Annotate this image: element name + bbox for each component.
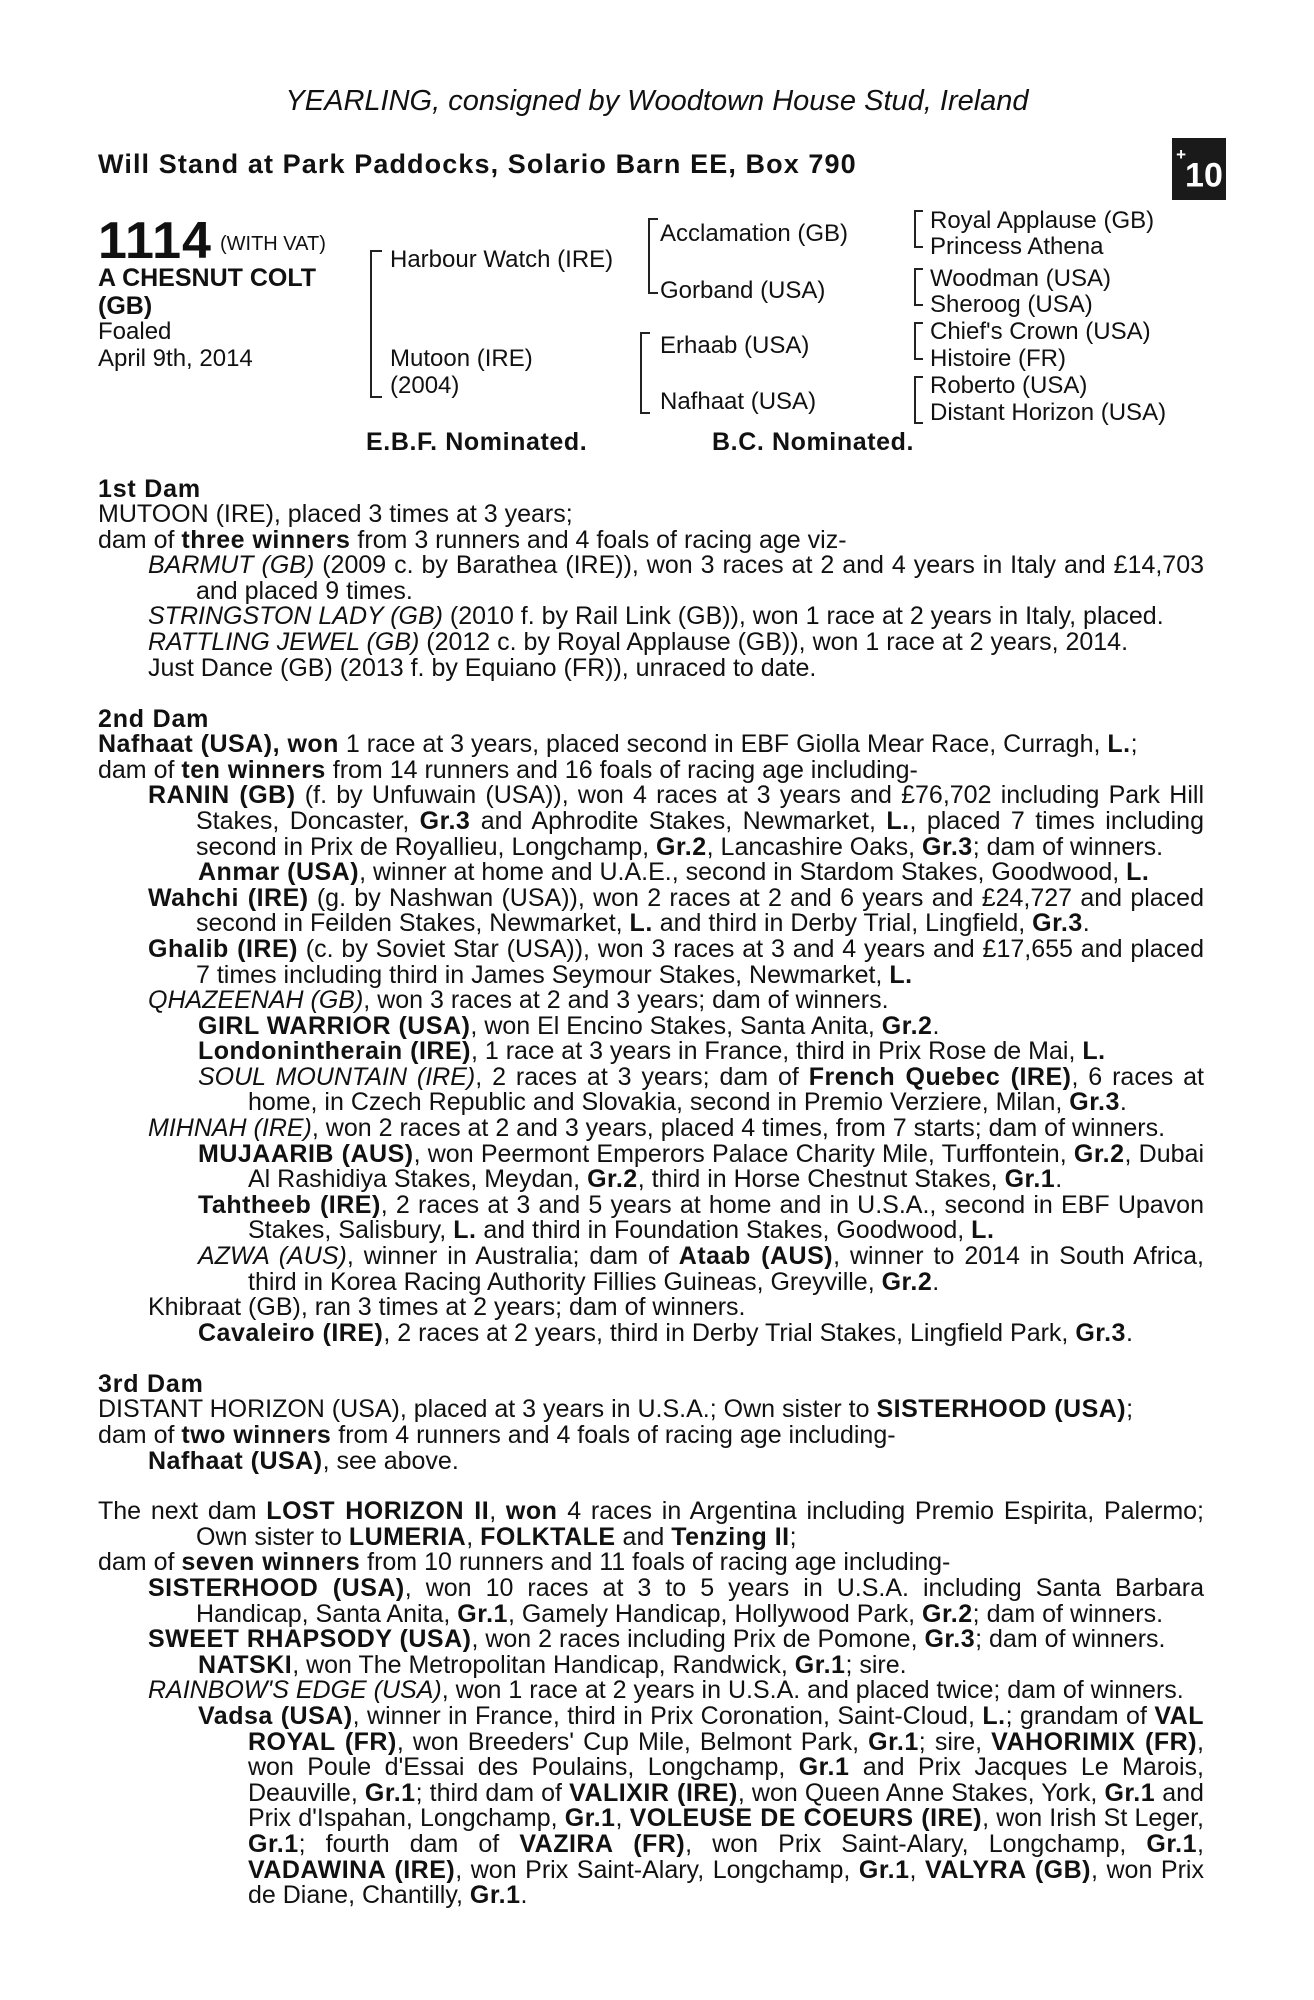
bc-nominated: B.C. Nominated. bbox=[712, 428, 915, 456]
ebf-nominated: E.B.F. Nominated. bbox=[366, 428, 588, 456]
second-dam-paragraph: Anmar (USA), winner at home and U.A.E., second in Stardom Stakes, Goodwood, L. bbox=[198, 858, 1150, 887]
ggp-5: Chief's Crown (USA) bbox=[930, 318, 1151, 345]
second-dam-paragraph: Khibraat (GB), ran 3 times at 2 years; dam of winners. bbox=[148, 1293, 746, 1322]
stand-location: Will Stand at Park Paddocks, Solario Barn EE, Box 790 bbox=[98, 149, 857, 179]
foaled-info bbox=[98, 318, 253, 372]
first-dam-paragraph: dam of three winners from 3 runners and 4 foals of racing age viz- bbox=[98, 525, 847, 554]
lot-description-line2: (GB) bbox=[98, 292, 153, 320]
lot-description-line1: A CHESNUT COLT bbox=[98, 264, 317, 292]
first-dam-paragraph: STRINGSTON LADY (GB) (2010 f. by Rail Link (GB)), won 1 race at 2 years in Italy, placed. bbox=[148, 602, 1164, 631]
pedigree-brace-sire bbox=[648, 218, 658, 294]
ggp-8: Distant Horizon (USA) bbox=[930, 399, 1167, 426]
second-dam-paragraph: SOUL MOUNTAIN (IRE), 2 races at 3 years; dam of French Quebec (IRE), 6 races at home, in Czech Republic and Slovakia, second in Premio Verziere, Milan, Gr.3. bbox=[198, 1062, 1204, 1117]
first-dam-heading: 1st Dam bbox=[98, 475, 201, 503]
next-dam-section bbox=[98, 1499, 1204, 1909]
next-dam-paragraph: SWEET RHAPSODY (USA), won 2 races including Prix de Pomone, Gr.3; dam of winners. bbox=[148, 1625, 1166, 1654]
ggp-7: Roberto (USA) bbox=[930, 372, 1088, 399]
next-dam-paragraph: Vadsa (USA), winner in France, third in Prix Coronation, Saint-Cloud, L.; grandam of VAL ROYAL (FR), won Breeders' Cup Mile, Belmont Park, Gr.1; sire, VAHORIMIX (FR), won Poule d'Essai des Poulains, Longchamp, Gr.1 and Prix Jacques Le Marois, Deauville, Gr.1; third dam of VALIXIR (IRE), won Queen Anne Stakes, York, Gr.1 and Prix d'Ispahan, Longchamp, Gr.1, VOLEUSE DE COEURS (IRE), won Irish St Leger, Gr.1; fourth dam of VAZIRA (FR), won Prix Saint-Alary, Longchamp, Gr.1, VADAWINA (IRE), won Prix Saint-Alary, Longchamp, Gr.1, VALYRA (GB), won Prix de Diane, Chantilly, Gr.1. bbox=[198, 1701, 1204, 1910]
second-dam-paragraph: Ghalib (IRE) (c. by Soviet Star (USA)), won 3 races at 3 and 4 years and £17,655 and placed 7 times including third in James Seymour Stakes, Newmarket, L. bbox=[148, 934, 1204, 989]
dam-name-line2: (2004) bbox=[390, 372, 460, 399]
pedigree-brace-main bbox=[370, 250, 382, 398]
first-dam-section bbox=[98, 476, 1204, 681]
first-dam-paragraph: Just Dance (GB) (2013 f. by Equiano (FR)), unraced to date. bbox=[148, 653, 817, 682]
pedigree-brace-ggp4 bbox=[914, 376, 923, 424]
second-dam-paragraph: QHAZEENAH (GB), won 3 races at 2 and 3 years; dam of winners. bbox=[148, 986, 889, 1015]
second-dam-paragraph: Cavaleiro (IRE), 2 races at 2 years, third in Derby Trial Stakes, Lingfield Park, Gr.3. bbox=[198, 1318, 1133, 1347]
third-dam-paragraph: Nafhaat (USA), see above. bbox=[148, 1446, 459, 1475]
ggp-2: Princess Athena bbox=[930, 233, 1104, 260]
first-dam-paragraph: RATTLING JEWEL (GB) (2012 c. by Royal Applause (GB)), won 1 race at 2 years, 2014. bbox=[148, 627, 1129, 656]
pedigree-brace-ggp3 bbox=[914, 322, 923, 360]
third-dam-section bbox=[98, 1371, 1204, 1474]
second-dam-paragraph: dam of ten winners from 14 runners and 16 foals of racing age including- bbox=[98, 755, 918, 784]
second-dam-heading: 2nd Dam bbox=[98, 705, 210, 734]
next-dam-paragraph: dam of seven winners from 10 runners and 11 foals of racing age including- bbox=[98, 1548, 951, 1577]
lot-number: 1114 bbox=[98, 212, 212, 270]
first-dam-body bbox=[98, 502, 1204, 681]
first-dam-paragraph: BARMUT (GB) (2009 c. by Barathea (IRE)), won 3 races at 2 and 4 years in Italy and £14,703 and placed 9 times. bbox=[148, 551, 1204, 605]
ggp-3: Woodman (USA) bbox=[930, 265, 1111, 292]
next-dam-paragraph: The next dam LOST HORIZON II, won 4 races in Argentina including Premio Espirita, Palermo; Own sister to LUMERIA, FOLKTALE and Tenzing II; bbox=[98, 1497, 1204, 1551]
ggp-6: Histoire (FR) bbox=[930, 345, 1066, 372]
second-dam-body bbox=[98, 732, 1204, 1346]
sire-name: Harbour Watch (IRE) bbox=[390, 246, 614, 273]
ggp-4: Sheroog (USA) bbox=[930, 291, 1093, 318]
dam-dam: Nafhaat (USA) bbox=[660, 388, 817, 415]
dam-sire: Erhaab (USA) bbox=[660, 332, 810, 359]
second-dam-paragraph: Wahchi (IRE) (g. by Nashwan (USA)), won 2 races at 2 and 6 years and £24,727 and placed second in Feilden Stakes, Newmarket, L. and third in Derby Trial, Lingfield, Gr.3. bbox=[148, 883, 1204, 938]
foaled-date: April 9th, 2014 bbox=[98, 345, 253, 372]
foaled-label: Foaled bbox=[98, 318, 172, 345]
badge-number: 10 bbox=[1185, 156, 1223, 195]
dam-name-line1: Mutoon (IRE) bbox=[390, 345, 533, 372]
ggp-1: Royal Applause (GB) bbox=[930, 207, 1155, 234]
second-dam-paragraph: Tahtheeb (IRE), 2 races at 3 and 5 years at home and in U.S.A., second in EBF Upavon Stakes, Salisbury, L. and third in Foundation Stakes, Goodwood, L. bbox=[198, 1190, 1204, 1245]
second-dam-paragraph: RANIN (GB) (f. by Unfuwain (USA)), won 4 races at 3 years and £76,702 including Park Hill Stakes, Doncaster, Gr.3 and Aphrodite Stakes, Newmarket, L., placed 7 times including second in Prix de Royallieu, Longchamp, Gr.2, Lancashire Oaks, Gr.3; dam of winners. bbox=[148, 781, 1204, 861]
pedigree-brace-ggp2 bbox=[914, 268, 923, 306]
third-dam-paragraph: DISTANT HORIZON (USA), placed at 3 years in U.S.A.; Own sister to SISTERHOOD (USA); bbox=[98, 1395, 1134, 1424]
third-dam-heading: 3rd Dam bbox=[98, 1370, 204, 1399]
second-dam-paragraph: Nafhaat (USA), won 1 race at 3 years, placed second in EBF Giolla Mear Race, Curragh, L.; bbox=[98, 730, 1138, 759]
second-dam-paragraph: GIRL WARRIOR (USA), won El Encino Stakes, Santa Anita, Gr.2. bbox=[198, 1011, 940, 1040]
page-title: YEARLING, consigned by Woodtown House Stud, Ireland bbox=[285, 85, 1029, 117]
second-dam-paragraph: MIHNAH (IRE), won 2 races at 2 and 3 years, placed 4 times, from 7 starts; dam of winners. bbox=[148, 1114, 1166, 1143]
pedigree-brace-dam bbox=[640, 332, 650, 414]
lot-vat: (WITH VAT) bbox=[220, 233, 326, 255]
lot-description bbox=[98, 264, 358, 320]
next-dam-body bbox=[98, 1499, 1204, 1909]
second-dam-paragraph: AZWA (AUS), winner in Australia; dam of Ataab (AUS), winner to 2014 in South Africa, third in Korea Racing Authority Fillies Guineas, Greyville, Gr.2. bbox=[198, 1242, 1204, 1296]
second-dam-paragraph: MUJAARIB (AUS), won Peermont Emperors Palace Charity Mile, Turffontein, Gr.2, Dubai Al Rashidiya Stakes, Meydan, Gr.2, third in Horse Chestnut Stakes, Gr.1. bbox=[198, 1139, 1205, 1194]
next-dam-paragraph: SISTERHOOD (USA), won 10 races at 3 to 5 years in U.S.A. including Santa Barbara Handicap, Santa Anita, Gr.1, Gamely Handicap, Hollywood Park, Gr.2; dam of winners. bbox=[148, 1573, 1204, 1628]
badge-sup: + bbox=[1176, 145, 1187, 164]
pedigree-brace-ggp1 bbox=[914, 210, 923, 248]
second-dam-paragraph: Londonintherain (IRE), 1 race at 3 years in France, third in Prix Rose de Mai, L. bbox=[198, 1037, 1106, 1066]
next-dam-paragraph: NATSKI, won The Metropolitan Handicap, Randwick, Gr.1; sire. bbox=[198, 1650, 907, 1679]
third-dam-body bbox=[98, 1397, 1204, 1474]
third-dam-paragraph: dam of two winners from 4 runners and 4 foals of racing age including- bbox=[98, 1421, 896, 1449]
sire-sire: Acclamation (GB) bbox=[660, 220, 849, 247]
second-dam-section bbox=[98, 706, 1204, 1346]
first-dam-paragraph: MUTOON (IRE), placed 3 times at 3 years; bbox=[98, 500, 573, 528]
next-dam-paragraph: RAINBOW'S EDGE (USA), won 1 race at 2 years in U.S.A. and placed twice; dam of winners. bbox=[148, 1676, 1184, 1705]
pedigree-text bbox=[98, 476, 1204, 1909]
sire-dam: Gorband (USA) bbox=[660, 277, 826, 304]
lot-badge bbox=[1172, 138, 1226, 200]
